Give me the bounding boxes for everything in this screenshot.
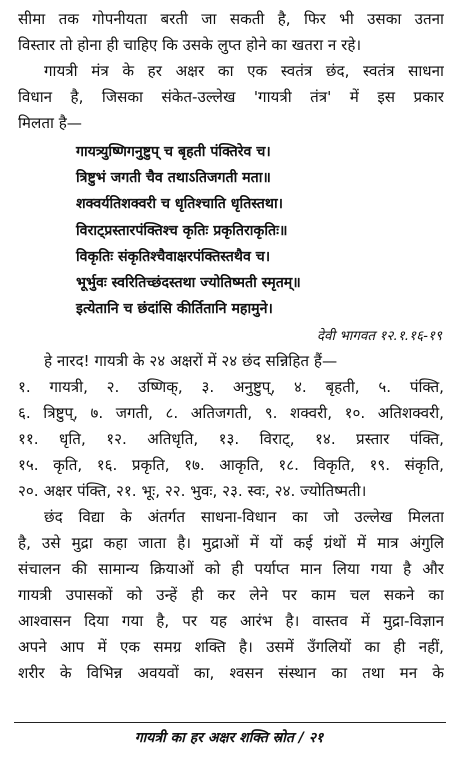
paragraph-2: [18, 58, 444, 136]
text-line: २०. अक्षर पंक्ति, २१. भूः, २२. भुवः, २३. स्वः, २४. ज्योतिष्मती।: [18, 482, 367, 501]
verse-source-citation: देवी भागवत १२.१.१६-१९: [316, 328, 442, 345]
page-footer: गायत्री का हर अक्षर शक्ति स्रोत / २१: [134, 730, 324, 746]
text-line: ६. त्रिष्टुप्, ७. जगती, ८. अतिजगती, ९. शक्वरी, १०. अतिशक्वरी,: [18, 404, 444, 423]
text-line: हे नारद! गायत्री के २४ अक्षरों में २४ छंद सन्निहित हैं—: [44, 352, 338, 371]
verse-line: शक्वर्यतिशक्वरी च धृतिश्चाति धृतिस्तथा।: [76, 196, 284, 213]
text-line: शरीर के विभिन्न अवयवों का, श्वसन संस्थान का तथा मन के: [18, 664, 444, 683]
paragraph-3: [18, 348, 444, 504]
paragraph-1: [18, 6, 444, 58]
text-line: ११. धृति, १२. अतिधृति, १३. विराट्, १४. प्रस्तार पंक्ति,: [18, 430, 444, 449]
text-line: संचालन की सामान्य क्रियाओं को ही पर्याप्त मान लिया गया है और: [18, 560, 444, 579]
verse-line: विकृतिः संकृतिश्चैवाक्षरपंक्तिस्तथैव च।: [76, 248, 271, 265]
text-line: छंद विद्या के अंतर्गत साधना-विधान का जो उल्लेख मिलता: [44, 508, 444, 527]
text-line: विस्तार तो होना ही चाहिए कि उसके लुप्त होने का खतरा न रहे।: [18, 36, 362, 54]
text-line: सीमा तक गोपनीयता बरती जा सकती है, फिर भी उसका उतना: [18, 10, 444, 28]
text-line: गायत्री उपासकों को उन्हें ही कर लेने पर काम चल सकने का: [18, 586, 444, 605]
text-line: है, उसे मुद्रा कहा जाता है। मुद्राओं में यों कई ग्रंथों में मात्र अंगुलि: [18, 534, 444, 553]
text-line: आश्वासन दिया गया है, पर यह आरंभ है। वास्तव में मुद्रा-विज्ञान: [18, 612, 444, 631]
verse-line: विराट्प्रस्तारपंक्तिश्च कृतिः प्रकृतिराकृतिः॥: [76, 222, 288, 239]
paragraph-4: [18, 504, 444, 686]
text-line: गायत्री मंत्र के हर अक्षर का एक स्वतंत्र छंद, स्वतंत्र साधना: [44, 62, 444, 80]
verse-line: त्रिष्टुभं जगती चैव तथाऽतिजगती मता॥: [76, 170, 271, 187]
text-line: मिलता है—: [18, 114, 82, 132]
text-line: अपने आप में एक समग्र शक्ति है। उसमें उँगलियों का ही नहीं,: [18, 638, 444, 657]
verse-line: भूर्भुवः स्वरितिच्छंदस्तथा ज्योतिष्मती स्मृतम्॥: [76, 275, 301, 292]
footer-divider: [14, 722, 446, 723]
verse-line: गायत्र्युष्णिगनुष्टुप् च बृहती पंक्तिरेव च।: [76, 144, 271, 160]
text-line: १५. कृति, १६. प्रकृति, १७. आकृति, १८. विकृति, १९. संकृति,: [18, 456, 444, 475]
text-line: १. गायत्री, २. उष्णिक्, ३. अनुष्टुप्, ४. बृहती, ५. पंक्ति,: [18, 378, 444, 397]
verse-line: इत्येतानि च छंदांसि कीर्तितानि महामुने।: [76, 301, 273, 318]
text-line: विधान है, जिसका संकेत-उल्लेख 'गायत्री तंत्र' में इस प्रकार: [18, 88, 444, 106]
sanskrit-verse-block: [18, 139, 444, 322]
